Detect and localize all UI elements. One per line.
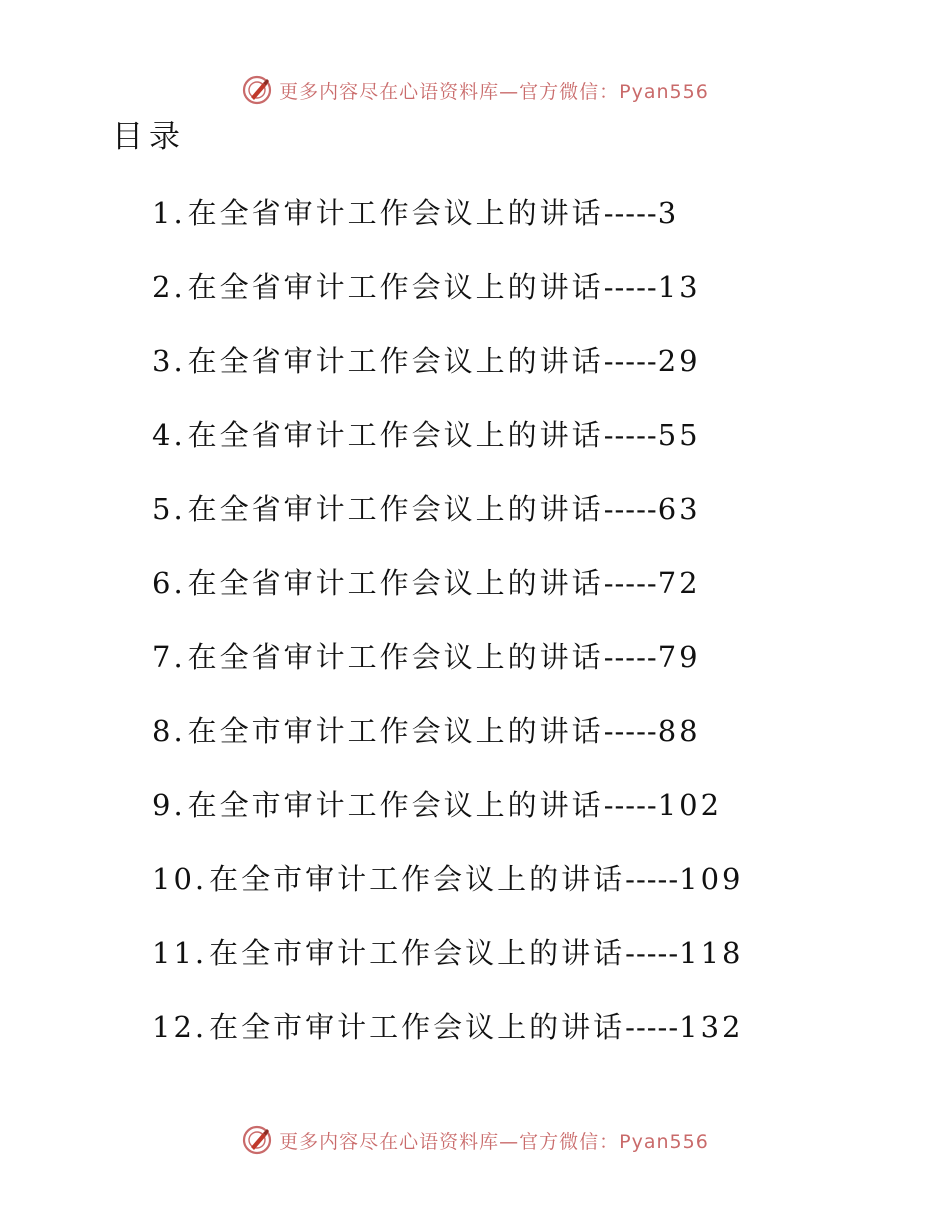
toc-entry-title: 在全市审计工作会议上的讲话	[209, 1010, 626, 1044]
toc-entry-title: 在全市审计工作会议上的讲话	[209, 862, 626, 896]
toc-entry-number: 11.	[152, 936, 208, 970]
header-watermark	[0, 70, 950, 110]
watermark-text: 更多内容尽在心语资料库—官方微信：Pyan556	[279, 80, 709, 103]
toc-entry-leader: -----	[625, 936, 680, 970]
toc-entry-leader: -----	[625, 1010, 680, 1044]
toc-entry-title: 在全省审计工作会议上的讲话	[187, 566, 604, 600]
toc-entry-title: 在全市审计工作会议上的讲话	[187, 788, 604, 822]
toc-entry-number: 10.	[152, 862, 208, 896]
toc-entry-leader: -----	[603, 640, 658, 674]
pen-seal-icon	[241, 1124, 273, 1156]
toc-entry	[152, 1010, 744, 1084]
toc-entry-number: 12.	[152, 1010, 208, 1044]
pen-seal-icon	[241, 74, 273, 106]
toc-entry	[152, 640, 744, 714]
toc-entry-page: 109	[679, 862, 744, 896]
toc-entry-page: 118	[679, 936, 744, 970]
toc-entry-page: 72	[657, 566, 701, 600]
toc-entry	[152, 936, 744, 1010]
toc-entry-leader: -----	[603, 566, 658, 600]
toc-entry	[152, 566, 744, 640]
toc-entry	[152, 492, 744, 566]
toc-entry-title: 在全省审计工作会议上的讲话	[187, 270, 604, 304]
toc-entry-title: 在全市审计工作会议上的讲话	[187, 714, 604, 748]
toc-entry	[152, 344, 744, 418]
toc-entry-number: 3.	[152, 344, 186, 378]
toc-entry-page: 29	[657, 344, 701, 378]
toc-entry-leader: -----	[603, 196, 658, 230]
toc-entry-page: 102	[657, 788, 723, 822]
toc-entry-number: 4.	[152, 418, 186, 452]
toc-entry-leader: -----	[603, 418, 658, 452]
watermark-text: 更多内容尽在心语资料库—官方微信：Pyan556	[279, 1130, 709, 1153]
toc-entry-number: 1.	[152, 196, 186, 230]
toc-entry-page: 3	[657, 196, 680, 230]
toc-entry	[152, 714, 744, 788]
toc-entry-page: 132	[679, 1010, 744, 1044]
toc-entry-page: 13	[657, 270, 701, 304]
toc-entry-page: 63	[657, 492, 701, 526]
toc-entry-number: 9.	[152, 788, 186, 822]
toc-entry-title: 在全省审计工作会议上的讲话	[187, 492, 604, 526]
toc-entry-page: 55	[657, 418, 701, 452]
toc-entry-number: 7.	[152, 640, 186, 674]
toc-heading: 目录	[112, 119, 186, 155]
toc-entry-number: 5.	[152, 492, 186, 526]
toc-entry-page: 79	[657, 640, 701, 674]
toc-entry	[152, 196, 744, 270]
toc-list	[152, 196, 744, 1084]
toc-entry-leader: -----	[603, 714, 658, 748]
toc-entry	[152, 788, 744, 862]
toc-entry-title: 在全省审计工作会议上的讲话	[187, 344, 604, 378]
toc-entry-title: 在全省审计工作会议上的讲话	[187, 640, 604, 674]
toc-entry-title: 在全省审计工作会议上的讲话	[187, 196, 604, 230]
toc-entry	[152, 270, 744, 344]
toc-entry-number: 6.	[152, 566, 186, 600]
toc-entry-number: 8.	[152, 714, 186, 748]
toc-entry-page: 88	[657, 714, 701, 748]
footer-watermark	[0, 1120, 950, 1160]
toc-entry-leader: -----	[603, 492, 658, 526]
toc-entry-number: 2.	[152, 270, 186, 304]
toc-entry-leader: -----	[625, 862, 680, 896]
toc-entry-title: 在全市审计工作会议上的讲话	[209, 936, 626, 970]
toc-entry	[152, 862, 744, 936]
toc-entry-leader: -----	[603, 344, 658, 378]
toc-entry-title: 在全省审计工作会议上的讲话	[187, 418, 604, 452]
toc-entry-leader: -----	[603, 270, 658, 304]
toc-entry	[152, 418, 744, 492]
toc-entry-leader: -----	[603, 788, 658, 822]
